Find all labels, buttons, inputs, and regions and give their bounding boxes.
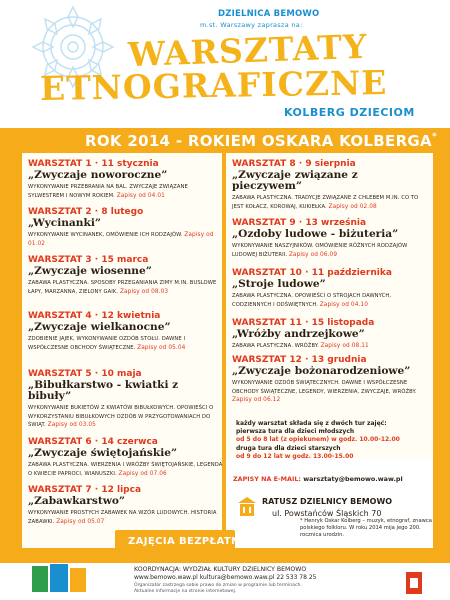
workshop-title: „Wróżby andrzejkowe” xyxy=(232,328,365,340)
workshop-title: „Zwyczaje wielkanocne” xyxy=(28,321,171,333)
venue-address: ul. Powstańców Śląskich 70 xyxy=(272,509,382,518)
disclaimer-line-2: Aktualne informacje na stronie internetowej. xyxy=(134,589,237,594)
email-label: ZAPISY NA E-MAIL: xyxy=(233,475,301,483)
workshop-3 xyxy=(28,255,224,296)
workshop-title: „Zwyczaje noworoczne” xyxy=(28,169,168,181)
workshop-enroll: Zapisy od 07.06 xyxy=(118,470,167,477)
year-band-text xyxy=(85,132,437,150)
email-link[interactable]: warsztaty@bemowo.waw.pl xyxy=(303,475,403,483)
kolberg-footnote: * Henryk Oskar Kolberg – muzyk, etnograf, znawca polskiego folkloru. W roku 2014 mija jego 200. rocznica urodzin. xyxy=(300,518,432,538)
workshop-title: „Zwyczaje bożonarodzeniowe” xyxy=(232,365,411,377)
workshop-description xyxy=(232,342,428,351)
workshop-title: „Ozdoby ludowe - biżuteria” xyxy=(232,228,399,240)
workshop-head: WARSZTAT 10 · 11 października xyxy=(232,268,392,278)
invitation-text: m.st. Warszawy zaprasza na: xyxy=(200,21,303,29)
workshop-enroll: Zapisy od 05.07 xyxy=(56,518,105,525)
workshop-head: WARSZTAT 8 · 9 sierpnia xyxy=(232,159,356,169)
workshop-title: „Zwyczaje wiosenne” xyxy=(28,265,152,277)
workshop-desc-text: ZABAWA PLASTYCZNA. WIERZENIA I WRÓŻBY ŚWIĘTOJAŃSKIE, LEGENDA O KWIECIE PAPROCI, WIANUSZKI. xyxy=(28,462,223,477)
workshop-description xyxy=(28,279,224,296)
workshop-desc-text: ZDOBIENIE JAJEK, WYKONYWANIE OZDÓB STOŁU. DAWNE I WSPÓŁCZESNE OBCHODY ŚWIĄTECZNE. xyxy=(28,336,186,351)
workshop-title: „Wycinanki” xyxy=(28,217,101,229)
workshop-head: WARSZTAT 11 · 15 listopada xyxy=(232,318,375,328)
info-line-3: od 5 do 8 lat (z opiekunem) w godz. 10.00-12.00 xyxy=(236,436,400,443)
workshop-enroll: Zapisy od 06.09 xyxy=(288,251,338,258)
workshop-desc-text: ZABAWA PLASTYCZNA. SPOSOBY PRZEGANIANIA ZIMY M.IN. BUSLOWE ŁAPY, MARZANNA, ZIELONY GAIK. xyxy=(28,280,217,295)
subtitle: KOLBERG DZIECIOM xyxy=(284,106,415,119)
workshop-description xyxy=(28,461,224,478)
workshop-1 xyxy=(28,159,224,200)
free-classes-label: ZAJĘCIA BEZPŁATNE xyxy=(128,536,248,547)
workshop-5 xyxy=(28,369,224,430)
warsaw-logo-icon xyxy=(404,570,424,596)
workshop-10 xyxy=(232,268,428,309)
workshop-description xyxy=(232,379,428,405)
footnote-star: * xyxy=(431,132,437,142)
workshop-description xyxy=(28,335,224,352)
workshop-enroll: Zapisy od 02.08 xyxy=(328,203,377,210)
workshop-enroll: Zapisy od 06.12 xyxy=(232,397,281,403)
info-line-4: druga tura dla dzieci starszych xyxy=(236,445,341,452)
workshop-head: WARSZTAT 12 · 13 grudnia xyxy=(232,355,367,365)
info-line-2: pierwsza tura dla dzieci młodszych xyxy=(236,428,355,435)
workshop-head: WARSZTAT 5 · 10 maja xyxy=(28,369,142,379)
workshop-8 xyxy=(232,159,428,211)
workshop-7 xyxy=(28,485,224,526)
workshop-9 xyxy=(232,218,428,259)
workshop-description xyxy=(28,509,224,526)
workshop-desc-text: WYKONYWANIE PROSTYCH ZABAWEK NA WZÓR LUDOWYCH. HISTORIA ZABAWKI. xyxy=(28,510,217,525)
workshop-head: WARSZTAT 7 · 12 lipca xyxy=(28,485,142,495)
title-line-1: WARSZTATY xyxy=(127,26,369,75)
contact-line[interactable]: www.bemowo.waw.pl kultura@bemowo.waw.pl 22 533 78 25 xyxy=(134,574,317,581)
workshop-title: „Bibułkarstwo - kwiatki z bibuły” xyxy=(28,379,179,402)
workshop-title: „Zwyczaje świętojańskie” xyxy=(28,447,178,459)
workshop-enroll: Zapisy od 08.11 xyxy=(320,343,369,349)
year-band-label: ROK 2014 - ROKIEM OSKARA KOLBERGA xyxy=(85,132,432,150)
info-line-5: od 9 do 12 lat w godz. 13.00-15.00 xyxy=(236,453,354,460)
workshop-description xyxy=(232,194,428,211)
workshop-enroll: Zapisy od 01.02 xyxy=(28,232,214,247)
workshop-desc-text: WYKONYWANIE BUKIETÓW Z KWIATÓW BIBUŁKOWYCH. OPOWIEŚCI O WYKORZYSTANIU BIBUŁKOWYCH OZDÓB W PRZYGOTOWANIACH DO ŚWIĄT. xyxy=(28,405,214,428)
workshop-head: WARSZTAT 9 · 13 września xyxy=(232,218,367,228)
workshop-description xyxy=(232,292,428,309)
workshop-desc-text: WYKONYWANIE PRZEBRANIA NA BAL. ZWYCZAJE ZWIĄZANE SYLWESTREM I NOWYM ROKIEM. xyxy=(28,184,188,199)
town-hall-icon xyxy=(238,497,256,519)
workshop-description xyxy=(232,242,428,259)
workshop-head: WARSZTAT 2 · 8 lutego xyxy=(28,207,144,217)
title-line-2: ETNOGRAFICZNE xyxy=(39,62,388,109)
workshop-enroll: Zapisy od 05.04 xyxy=(137,344,186,351)
workshop-head: WARSZTAT 6 · 14 czerwca xyxy=(28,437,158,447)
workshop-4 xyxy=(28,311,224,352)
workshop-description xyxy=(28,231,224,248)
workshop-title: „Zabawkarstwo” xyxy=(28,495,126,507)
workshop-desc-text: WYKONYWANIE WYCINANEK, OMÓWIENIE ICH RODZAJÓW. xyxy=(28,232,183,238)
workshop-enroll: Zapisy od 03.05 xyxy=(47,422,96,428)
disclaimer-line-1: Organizator zastrzega sobie prawo do zmian w programie lub terminach. xyxy=(134,583,302,588)
workshop-desc-text: ZABAWA PLASTYCZNA. WRÓŻBY. xyxy=(232,343,319,349)
workshop-enroll: Zapisy od 04.01 xyxy=(116,192,165,199)
workshop-desc-text: ZABAWA PLASTYCZNA. TRADYCJE ZWIĄZANE Z CHLEBEM M.IN. CO TO JEST KOŁACZ, KOROWAJ, KUKIEŁKA. xyxy=(232,195,419,210)
workshop-desc-text: WYKONYWANIE NASZYJNIKÓW. OMÓWIENIE RÓŻNYCH RODZAJÓW LUDOWEJ BIŻUTERII. xyxy=(232,243,408,258)
workshop-description xyxy=(28,404,224,430)
workshop-title: „Stroje ludowe” xyxy=(232,278,326,290)
workshop-6 xyxy=(28,437,224,478)
workshop-desc-text: WYKONYWANIE OZDÓB ŚWIĄTECZNYCH. DAWNE I WSPÓŁCZESNE OBCHODY ŚWIĄTECZNE, LEGENDY, WIERZENIA, ZWYCZAJE, WRÓŻBY. xyxy=(232,380,417,395)
workshop-desc-text: ZABAWA PLASTYCZNA. OPOWIEŚCI O STROJACH DAWNYCH, CODZIENNYCH I ODŚWIĘTNYCH. xyxy=(232,293,392,308)
venue-name: RATUSZ DZIELNICY BEMOWO xyxy=(262,497,393,506)
workshop-description xyxy=(28,183,224,200)
bemowo-logo-icon xyxy=(30,562,88,596)
workshop-12 xyxy=(232,355,428,405)
workshop-title: „Zwyczaje związane z pieczywem” xyxy=(232,169,358,192)
email-line xyxy=(233,475,403,483)
workshop-head: WARSZTAT 1 · 11 stycznia xyxy=(28,159,159,169)
district-name: DZIELNICA BEMOWO xyxy=(218,9,320,19)
workshop-2 xyxy=(28,207,224,248)
info-line-1: każdy warsztat składa się z dwóch tur zajęć: xyxy=(236,420,387,427)
workshop-head: WARSZTAT 4 · 12 kwietnia xyxy=(28,311,161,321)
workshop-11 xyxy=(232,318,428,351)
workshop-head: WARSZTAT 3 · 15 marca xyxy=(28,255,149,265)
workshop-enroll: Zapisy od 04.10 xyxy=(319,301,369,308)
coordination-text: KOORDYNACJA: WYDZIAŁ KULTURY DZIELNICY BEMOWO xyxy=(134,566,307,573)
workshop-enroll: Zapisy od 08.03 xyxy=(119,288,169,295)
